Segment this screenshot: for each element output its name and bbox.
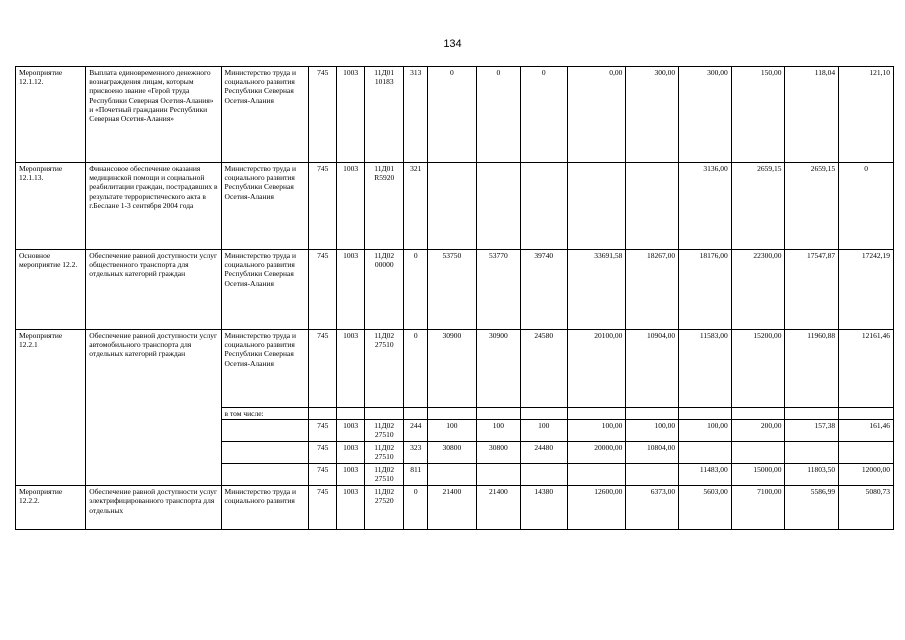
grbs-code: 745 xyxy=(309,330,337,408)
vr-code: 0 xyxy=(404,330,428,408)
value-cell: 53770 xyxy=(476,250,520,330)
rzpr-code: 1003 xyxy=(337,420,365,442)
value-cell xyxy=(731,442,785,464)
value-cell: 17547,87 xyxy=(785,250,839,330)
vr-code: 0 xyxy=(404,486,428,530)
value-cell: 11583,00 xyxy=(679,330,732,408)
value-cell: 11483,00 xyxy=(679,464,732,486)
rzpr-code: 1003 xyxy=(337,464,365,486)
event-name: Основное мероприятие 12.2. xyxy=(16,250,86,330)
csr-code: 11Д01 R5920 xyxy=(365,163,404,250)
event-name: Мероприятие 12.1.13. xyxy=(16,163,86,250)
budget-table xyxy=(15,66,894,530)
csr-code: 11Д02 27510 xyxy=(365,442,404,464)
value-cell: 12600,00 xyxy=(567,486,626,530)
table-row xyxy=(16,163,894,250)
value-cell: 30800 xyxy=(476,442,520,464)
grbs-code: 745 xyxy=(309,420,337,442)
grbs-code: 745 xyxy=(309,464,337,486)
event-description: Обеспечение равной доступности услуг общественного транспорта для отдельных категорий граждан xyxy=(86,250,221,330)
value-cell xyxy=(567,464,626,486)
rzpr-code: 1003 xyxy=(337,486,365,530)
value-cell xyxy=(428,163,477,250)
value-cell xyxy=(476,163,520,250)
value-cell: 121,10 xyxy=(839,67,894,163)
value-cell: 18176,00 xyxy=(679,250,732,330)
value-cell: 0 xyxy=(521,67,567,163)
rzpr-code: 1003 xyxy=(337,250,365,330)
value-cell: 100 xyxy=(428,420,477,442)
table-row xyxy=(16,330,894,408)
value-cell: 15200,00 xyxy=(731,330,785,408)
rzpr-code: 1003 xyxy=(337,67,365,163)
table-row xyxy=(16,67,894,163)
value-cell: 5586,99 xyxy=(785,486,839,530)
value-cell: 12161,46 xyxy=(839,330,894,408)
value-cell: 0,00 xyxy=(567,67,626,163)
event-executor: Министерство труда и социального развития Республики Северная Осетия-Алания xyxy=(221,330,309,408)
value-cell: 21400 xyxy=(428,486,477,530)
event-description: Выплата единовременного денежного вознаграждения лицам, которым присвоено звание «Герой труда Республики Северная Осетия-Алания» и «Почетный гражданин Республики Северная Осетия-Алания» xyxy=(86,67,221,163)
value-cell xyxy=(785,442,839,464)
value-cell: 18267,00 xyxy=(626,250,679,330)
value-cell: 6373,00 xyxy=(626,486,679,530)
vr-code: 313 xyxy=(404,67,428,163)
vr-code: 244 xyxy=(404,420,428,442)
value-cell: 5603,00 xyxy=(679,486,732,530)
rzpr-code: 1003 xyxy=(337,330,365,408)
event-name: Мероприятие 12.2.2. xyxy=(16,486,86,530)
value-cell xyxy=(626,163,679,250)
value-cell: 10804,00 xyxy=(626,442,679,464)
value-cell xyxy=(476,464,520,486)
value-cell: 2659,15 xyxy=(731,163,785,250)
event-description: Финансовое обеспечение оказания медицинской помощи и социальной реабилитации граждан, пострадавших в результате террористического акта в г.Беслане 1-3 сентября 2004 года xyxy=(86,163,221,250)
value-cell: 12000,00 xyxy=(839,464,894,486)
value-cell: 150,00 xyxy=(731,67,785,163)
csr-code: 11Д02 27510 xyxy=(365,420,404,442)
value-cell: 5080,73 xyxy=(839,486,894,530)
csr-code: 11Д02 27520 xyxy=(365,486,404,530)
event-description: Обеспечение равной доступности услуг электрифицированного транспорта для отдельных xyxy=(86,486,221,530)
csr-code: 11Д02 27510 xyxy=(365,464,404,486)
value-cell: 21400 xyxy=(476,486,520,530)
value-cell: 22300,00 xyxy=(731,250,785,330)
rzpr-code: 1003 xyxy=(337,442,365,464)
event-executor: Министерство труда и социального развития Республики Северная Осетия-Алания xyxy=(221,163,309,250)
value-cell: 24480 xyxy=(521,442,567,464)
value-cell: 14380 xyxy=(521,486,567,530)
rzpr-code: 1003 xyxy=(337,163,365,250)
event-description: Обеспечение равной доступности услуг автомобильного транспорта для отдельных категорий граждан xyxy=(86,330,221,486)
value-cell: 300,00 xyxy=(626,67,679,163)
value-cell xyxy=(839,442,894,464)
value-cell: 118,04 xyxy=(785,67,839,163)
csr-code: 11Д02 27510 xyxy=(365,330,404,408)
event-name: Мероприятие 12.1.12. xyxy=(16,67,86,163)
value-cell: 39740 xyxy=(521,250,567,330)
event-executor: Министерство труда и социального развития xyxy=(221,486,309,530)
vr-code: 323 xyxy=(404,442,428,464)
page-number: 134 xyxy=(443,38,462,50)
value-cell: 100,00 xyxy=(626,420,679,442)
value-cell: 2659,15 xyxy=(785,163,839,250)
value-cell: 300,00 xyxy=(679,67,732,163)
value-cell: 10904,00 xyxy=(626,330,679,408)
table-row xyxy=(16,486,894,530)
vr-code: 321 xyxy=(404,163,428,250)
grbs-code: 745 xyxy=(309,163,337,250)
value-cell xyxy=(679,442,732,464)
value-cell: 11960,88 xyxy=(785,330,839,408)
event-executor: Министерство труда и социального развития Республики Северная Осетия-Алания xyxy=(221,67,309,163)
value-cell: 100 xyxy=(476,420,520,442)
value-cell: 161,46 xyxy=(839,420,894,442)
table-row xyxy=(16,250,894,330)
csr-code: 11Д01 10183 xyxy=(365,67,404,163)
value-cell: 157,38 xyxy=(785,420,839,442)
value-cell: 24580 xyxy=(521,330,567,408)
value-cell: 30900 xyxy=(476,330,520,408)
value-cell: 100 xyxy=(521,420,567,442)
event-name: Мероприятие 12.2.1 xyxy=(16,330,86,486)
value-cell: 30900 xyxy=(428,330,477,408)
value-cell xyxy=(567,163,626,250)
value-cell: 20000,00 xyxy=(567,442,626,464)
value-cell: 7100,00 xyxy=(731,486,785,530)
value-cell: 0 xyxy=(839,163,894,250)
grbs-code: 745 xyxy=(309,67,337,163)
value-cell: 53750 xyxy=(428,250,477,330)
grbs-code: 745 xyxy=(309,486,337,530)
value-cell: 15000,00 xyxy=(731,464,785,486)
value-cell: 100,00 xyxy=(567,420,626,442)
event-executor: Министерство труда и социального развития Республики Северная Осетия-Алания xyxy=(221,250,309,330)
value-cell: 33691,58 xyxy=(567,250,626,330)
value-cell: 17242,19 xyxy=(839,250,894,330)
value-cell xyxy=(521,464,567,486)
value-cell xyxy=(521,163,567,250)
value-cell: 3136,00 xyxy=(679,163,732,250)
vr-code: 0 xyxy=(404,250,428,330)
grbs-code: 745 xyxy=(309,250,337,330)
value-cell: 11803,50 xyxy=(785,464,839,486)
vr-code: 811 xyxy=(404,464,428,486)
value-cell: 200,00 xyxy=(731,420,785,442)
value-cell: 0 xyxy=(476,67,520,163)
value-cell xyxy=(626,464,679,486)
value-cell: 20100,00 xyxy=(567,330,626,408)
csr-code: 11Д02 00000 xyxy=(365,250,404,330)
value-cell: 100,00 xyxy=(679,420,732,442)
grbs-code: 745 xyxy=(309,442,337,464)
value-cell xyxy=(428,464,477,486)
value-cell: 30800 xyxy=(428,442,477,464)
including-label: в том числе: xyxy=(221,408,309,420)
value-cell: 0 xyxy=(428,67,477,163)
